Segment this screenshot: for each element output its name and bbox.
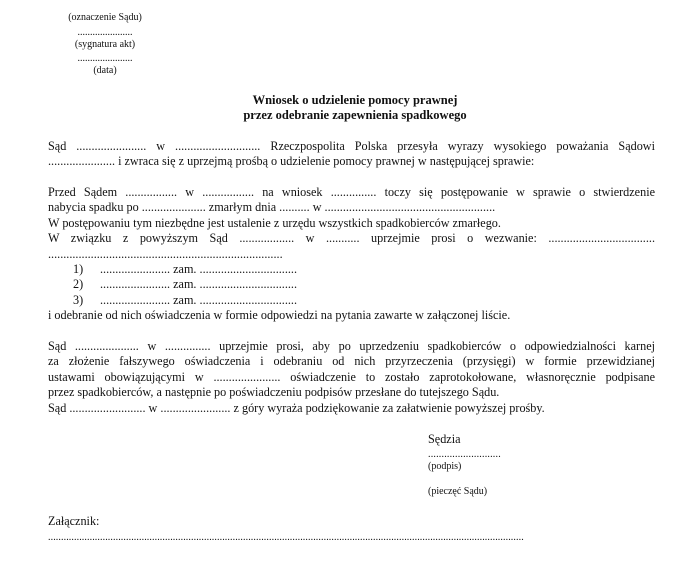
judge-title: Sędzia <box>428 432 461 446</box>
paragraph-request-details <box>48 339 655 416</box>
signature-dots: ........................... <box>428 449 501 460</box>
heir-list-text: ....................... zam. ................................ <box>100 292 298 307</box>
heir-list-item <box>48 277 655 292</box>
paragraph-case-details <box>48 185 655 324</box>
paragraph-request-intro <box>48 139 655 170</box>
paragraph2-line-2: nabycia spadku po ..................... zmarłym dnia .......... w ........................................................ <box>48 200 496 215</box>
case-number-dots: ...................... <box>77 26 133 38</box>
paragraph2-line-6: i odebranie od nich oświadczenia w formie odpowiedzi na pytania zawarte w załączonej liście. <box>48 308 511 323</box>
heir-list-item <box>48 262 655 277</box>
paragraph3-line-4: przez spadkobierców, a następnie po poświadczeniu podpisów przesłane do tutejszego Sądu. <box>48 385 500 400</box>
heir-list-text: ....................... zam. ................................ <box>100 261 298 276</box>
court-designation-label: (oznaczenie Sądu) <box>68 12 142 23</box>
paragraph2-line-3: W postępowaniu tym niezbędne jest ustalenie z urzędu wszystkich spadkobierców zmarłego. <box>48 215 501 230</box>
paragraph3-line-5: Sąd ......................... w ....................... z góry wyraża podziękowanie za załatwienie powyższej prośby. <box>48 400 545 415</box>
heir-list-number: 2) <box>73 277 84 292</box>
paragraph3-line-3: ustawami obowiązującymi w ...................... oświadczenie to zostało zaprotokołowane, własnoręcznie podpisane <box>48 369 655 384</box>
case-number-label: (sygnatura akt) <box>74 39 136 50</box>
paragraph2-line-1: Przed Sądem ................. w ................. na wniosek ............... toczy się postępowanie w sprawie o stwierdzenie <box>48 185 655 199</box>
heir-list-number: 3) <box>73 292 84 307</box>
court-header-block <box>55 12 155 78</box>
title-line-1: Wniosek o udzielenie pomocy prawnej <box>252 93 458 107</box>
signature-block <box>428 432 568 498</box>
paragraph1-line-2: ...................... i zwraca się z uprzejmą prośbą o udzielenie pomocy prawnej w następującej sprawie: <box>48 154 535 169</box>
paragraph2-line-4: W związku z powyższym Sąd .................. w ........... uprzejmie prosi o wezwanie: ................................... <box>48 231 655 246</box>
title-line-2: przez odebranie zapewnienia spadkowego <box>243 108 467 122</box>
paragraph3-line-1: Sąd ..................... w ............... uprzejmie prosi, aby po uprzedzeniu spadkobierców o odpowiedzialności karnej <box>48 339 655 353</box>
date-label: (data) <box>93 65 117 76</box>
heir-list-number: 1) <box>73 261 84 276</box>
attachment-label: Załącznik: <box>48 514 100 528</box>
paragraph1-line-1: Sąd ....................... w ............................ Rzeczpospolita Polska przesyła wyrazy wysokiego poważania Sądowi <box>48 139 655 153</box>
signature-label: (podpis) <box>428 461 462 472</box>
paragraph3-line-2: za złożenie fałszywego oświadczenia i odebraniu od nich przyrzeczenia (przysięgi) w formie przewidzianej <box>48 354 655 369</box>
document-title <box>150 93 560 123</box>
paragraph2-line-5: ............................................................................. <box>48 246 283 261</box>
date-dots: ...................... <box>77 52 133 64</box>
heir-list-item <box>48 293 655 308</box>
court-stamp-label: (pieczęć Sądu) <box>428 486 488 497</box>
attachment-dots: ....................................................................................................................................................................................... <box>48 532 524 543</box>
heir-list-text: ....................... zam. ................................ <box>100 277 298 292</box>
